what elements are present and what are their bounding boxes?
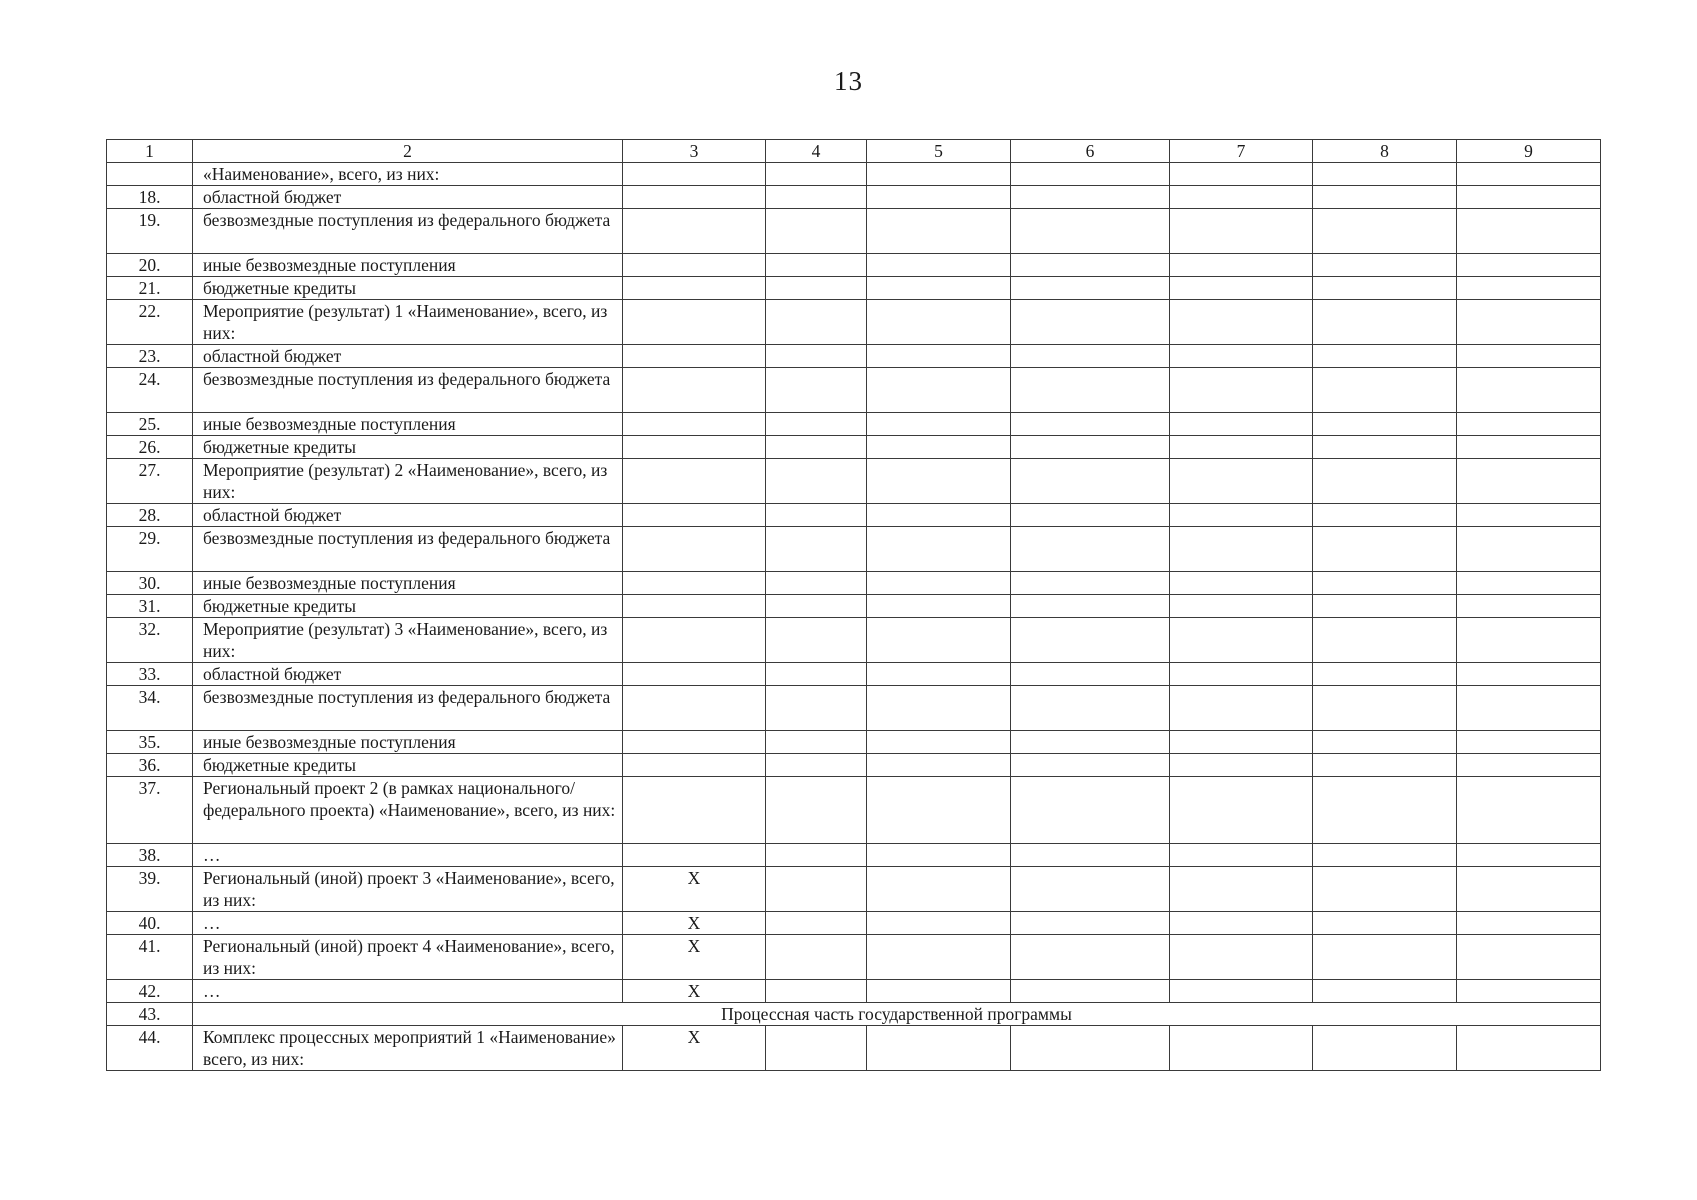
- row-name: областной бюджет: [193, 504, 623, 527]
- cell-col3: [623, 572, 766, 595]
- empty-cell: [1313, 300, 1457, 345]
- cell-col3: [623, 413, 766, 436]
- column-header: 5: [867, 140, 1011, 163]
- column-header: 6: [1011, 140, 1170, 163]
- empty-cell: [1457, 686, 1601, 731]
- empty-cell: [1170, 209, 1313, 254]
- column-header: 9: [1457, 140, 1601, 163]
- empty-cell: [1457, 595, 1601, 618]
- empty-cell: [1170, 163, 1313, 186]
- empty-cell: [1457, 935, 1601, 980]
- empty-cell: [766, 345, 867, 368]
- empty-cell: [1011, 777, 1170, 844]
- empty-cell: [766, 980, 867, 1003]
- empty-cell: [867, 686, 1011, 731]
- empty-cell: [1011, 436, 1170, 459]
- row-number: 30.: [107, 572, 193, 595]
- cell-col3: [623, 527, 766, 572]
- row-number: 18.: [107, 186, 193, 209]
- table-row: [107, 436, 1601, 459]
- empty-cell: [766, 618, 867, 663]
- cell-col3: X: [623, 867, 766, 912]
- empty-cell: [867, 980, 1011, 1003]
- row-number: 23.: [107, 345, 193, 368]
- cell-col3: [623, 844, 766, 867]
- empty-cell: [1170, 368, 1313, 413]
- table-row: [107, 459, 1601, 504]
- row-number: 25.: [107, 413, 193, 436]
- table-row: [107, 209, 1601, 254]
- empty-cell: [1313, 980, 1457, 1003]
- empty-cell: [1457, 980, 1601, 1003]
- empty-cell: [1170, 413, 1313, 436]
- row-number: 32.: [107, 618, 193, 663]
- row-number: 36.: [107, 754, 193, 777]
- empty-cell: [1313, 163, 1457, 186]
- table-row: [107, 595, 1601, 618]
- row-number: 42.: [107, 980, 193, 1003]
- empty-cell: [867, 618, 1011, 663]
- column-header: 1: [107, 140, 193, 163]
- table-row: [107, 980, 1601, 1003]
- cell-col3: [623, 254, 766, 277]
- empty-cell: [1170, 731, 1313, 754]
- empty-cell: [1170, 777, 1313, 844]
- empty-cell: [1457, 368, 1601, 413]
- row-name: Региональный проект 2 (в рамках национального/федерального проекта) «Наименование», всего, из них:: [193, 777, 623, 844]
- cell-col3: [623, 186, 766, 209]
- empty-cell: [1011, 686, 1170, 731]
- column-header: 2: [193, 140, 623, 163]
- table-row: [107, 300, 1601, 345]
- empty-cell: [1011, 527, 1170, 572]
- table-row: [107, 935, 1601, 980]
- row-name: областной бюджет: [193, 345, 623, 368]
- empty-cell: [1170, 980, 1313, 1003]
- row-number: 21.: [107, 277, 193, 300]
- empty-cell: [1011, 867, 1170, 912]
- empty-cell: [1011, 277, 1170, 300]
- empty-cell: [867, 277, 1011, 300]
- empty-cell: [1313, 844, 1457, 867]
- empty-cell: [1457, 663, 1601, 686]
- empty-cell: [1313, 345, 1457, 368]
- row-number: 19.: [107, 209, 193, 254]
- empty-cell: [867, 527, 1011, 572]
- row-name: бюджетные кредиты: [193, 436, 623, 459]
- row-number: 33.: [107, 663, 193, 686]
- table-row: [107, 413, 1601, 436]
- cell-col3: [623, 459, 766, 504]
- empty-cell: [867, 572, 1011, 595]
- empty-cell: [1011, 459, 1170, 504]
- empty-cell: [1011, 504, 1170, 527]
- column-header: 4: [766, 140, 867, 163]
- empty-cell: [867, 300, 1011, 345]
- empty-cell: [1170, 1026, 1313, 1071]
- cell-col3: [623, 618, 766, 663]
- empty-cell: [766, 186, 867, 209]
- empty-cell: [766, 413, 867, 436]
- row-name: Мероприятие (результат) 2 «Наименование», всего, из них:: [193, 459, 623, 504]
- row-name: областной бюджет: [193, 186, 623, 209]
- page-number: 13: [834, 66, 863, 96]
- table-row: [107, 277, 1601, 300]
- table-row: [107, 345, 1601, 368]
- empty-cell: [1313, 459, 1457, 504]
- row-number: 28.: [107, 504, 193, 527]
- empty-cell: [1170, 663, 1313, 686]
- empty-cell: [1313, 777, 1457, 844]
- empty-cell: [1313, 504, 1457, 527]
- empty-cell: [1170, 754, 1313, 777]
- row-name: безвозмездные поступления из федерального бюджета: [193, 209, 623, 254]
- row-name: …: [193, 912, 623, 935]
- empty-cell: [1011, 754, 1170, 777]
- empty-cell: [1313, 413, 1457, 436]
- row-name: …: [193, 844, 623, 867]
- empty-cell: [1313, 595, 1457, 618]
- table-row: [107, 618, 1601, 663]
- section-title: Процессная часть государственной программы: [193, 1003, 1601, 1026]
- empty-cell: [1011, 844, 1170, 867]
- cell-col3: [623, 731, 766, 754]
- cell-col3: X: [623, 935, 766, 980]
- empty-cell: [1170, 300, 1313, 345]
- empty-cell: [1170, 345, 1313, 368]
- cell-col3: [623, 504, 766, 527]
- empty-cell: [1170, 459, 1313, 504]
- cell-col3: [623, 277, 766, 300]
- row-number: 27.: [107, 459, 193, 504]
- table-row: [107, 254, 1601, 277]
- empty-cell: [1457, 527, 1601, 572]
- row-name: бюджетные кредиты: [193, 277, 623, 300]
- empty-cell: [1313, 277, 1457, 300]
- empty-cell: [766, 754, 867, 777]
- empty-cell: [867, 504, 1011, 527]
- empty-cell: [867, 436, 1011, 459]
- empty-cell: [766, 777, 867, 844]
- cell-col3: [623, 436, 766, 459]
- empty-cell: [766, 731, 867, 754]
- empty-cell: [1313, 209, 1457, 254]
- row-name: Региональный (иной) проект 4 «Наименование», всего, из них:: [193, 935, 623, 980]
- empty-cell: [766, 844, 867, 867]
- row-number: 44.: [107, 1026, 193, 1071]
- empty-cell: [1313, 1026, 1457, 1071]
- empty-cell: [1011, 300, 1170, 345]
- empty-cell: [1170, 254, 1313, 277]
- empty-cell: [766, 209, 867, 254]
- empty-cell: [1011, 618, 1170, 663]
- column-header: 3: [623, 140, 766, 163]
- table-header-row: [107, 140, 1601, 163]
- row-name: Региональный (иной) проект 3 «Наименование», всего, из них:: [193, 867, 623, 912]
- empty-cell: [867, 754, 1011, 777]
- table-row: [107, 572, 1601, 595]
- row-number: 31.: [107, 595, 193, 618]
- empty-cell: [1457, 1026, 1601, 1071]
- row-number: 34.: [107, 686, 193, 731]
- row-number: 35.: [107, 731, 193, 754]
- empty-cell: [1457, 504, 1601, 527]
- empty-cell: [1170, 527, 1313, 572]
- empty-cell: [1011, 663, 1170, 686]
- empty-cell: [1011, 209, 1170, 254]
- table-row: [107, 527, 1601, 572]
- empty-cell: [867, 459, 1011, 504]
- table-row: [107, 163, 1601, 186]
- row-name: иные безвозмездные поступления: [193, 413, 623, 436]
- row-number: 43.: [107, 1003, 193, 1026]
- empty-cell: [867, 413, 1011, 436]
- empty-cell: [766, 300, 867, 345]
- empty-cell: [766, 254, 867, 277]
- empty-cell: [1313, 527, 1457, 572]
- row-name: бюджетные кредиты: [193, 754, 623, 777]
- empty-cell: [867, 186, 1011, 209]
- empty-cell: [1313, 686, 1457, 731]
- row-name: иные безвозмездные поступления: [193, 572, 623, 595]
- row-name: «Наименование», всего, из них:: [193, 163, 623, 186]
- empty-cell: [1457, 413, 1601, 436]
- cell-col3: [623, 663, 766, 686]
- empty-cell: [1457, 731, 1601, 754]
- empty-cell: [1170, 867, 1313, 912]
- empty-cell: [1170, 186, 1313, 209]
- empty-cell: [1457, 572, 1601, 595]
- empty-cell: [867, 663, 1011, 686]
- row-number: 37.: [107, 777, 193, 844]
- row-name: Мероприятие (результат) 3 «Наименование», всего, из них:: [193, 618, 623, 663]
- table-row: [107, 1026, 1601, 1071]
- empty-cell: [1313, 912, 1457, 935]
- row-name: …: [193, 980, 623, 1003]
- empty-cell: [766, 663, 867, 686]
- row-name: иные безвозмездные поступления: [193, 731, 623, 754]
- empty-cell: [867, 731, 1011, 754]
- empty-cell: [867, 935, 1011, 980]
- cell-col3: [623, 345, 766, 368]
- empty-cell: [1313, 867, 1457, 912]
- empty-cell: [1170, 618, 1313, 663]
- row-number: 41.: [107, 935, 193, 980]
- table-row: [107, 844, 1601, 867]
- empty-cell: [1457, 867, 1601, 912]
- empty-cell: [1457, 844, 1601, 867]
- row-number: [107, 163, 193, 186]
- empty-cell: [766, 867, 867, 912]
- empty-cell: [1011, 731, 1170, 754]
- empty-cell: [766, 572, 867, 595]
- cell-col3: [623, 368, 766, 413]
- row-number: 22.: [107, 300, 193, 345]
- empty-cell: [1313, 436, 1457, 459]
- empty-cell: [1170, 935, 1313, 980]
- empty-cell: [1011, 163, 1170, 186]
- row-name: безвозмездные поступления из федерального бюджета: [193, 686, 623, 731]
- row-name: областной бюджет: [193, 663, 623, 686]
- empty-cell: [1313, 754, 1457, 777]
- empty-cell: [1011, 254, 1170, 277]
- row-number: 39.: [107, 867, 193, 912]
- empty-cell: [1457, 459, 1601, 504]
- empty-cell: [1011, 980, 1170, 1003]
- row-number: 38.: [107, 844, 193, 867]
- empty-cell: [1011, 413, 1170, 436]
- row-number: 29.: [107, 527, 193, 572]
- empty-cell: [1011, 345, 1170, 368]
- cell-col3: [623, 595, 766, 618]
- table-row: [107, 186, 1601, 209]
- empty-cell: [1457, 186, 1601, 209]
- table-row: [107, 867, 1601, 912]
- empty-cell: [766, 459, 867, 504]
- table-body: [107, 140, 1601, 1071]
- empty-cell: [1313, 572, 1457, 595]
- empty-cell: [1011, 935, 1170, 980]
- empty-cell: [766, 504, 867, 527]
- empty-cell: [1457, 777, 1601, 844]
- empty-cell: [766, 935, 867, 980]
- cell-col3: [623, 754, 766, 777]
- empty-cell: [1457, 436, 1601, 459]
- empty-cell: [1313, 368, 1457, 413]
- empty-cell: [867, 867, 1011, 912]
- empty-cell: [1170, 436, 1313, 459]
- empty-cell: [1011, 186, 1170, 209]
- empty-cell: [766, 1026, 867, 1071]
- empty-cell: [1457, 254, 1601, 277]
- empty-cell: [867, 777, 1011, 844]
- empty-cell: [1170, 686, 1313, 731]
- empty-cell: [766, 686, 867, 731]
- cell-col3: [623, 209, 766, 254]
- row-name: безвозмездные поступления из федерального бюджета: [193, 527, 623, 572]
- column-header: 7: [1170, 140, 1313, 163]
- empty-cell: [766, 912, 867, 935]
- empty-cell: [1011, 1026, 1170, 1071]
- empty-cell: [1457, 277, 1601, 300]
- row-name: Комплекс процессных мероприятий 1 «Наименование» всего, из них:: [193, 1026, 623, 1071]
- cell-col3: X: [623, 912, 766, 935]
- empty-cell: [766, 527, 867, 572]
- row-name: Мероприятие (результат) 1 «Наименование», всего, из них:: [193, 300, 623, 345]
- column-header: 8: [1313, 140, 1457, 163]
- row-name: бюджетные кредиты: [193, 595, 623, 618]
- cell-col3: X: [623, 980, 766, 1003]
- empty-cell: [867, 912, 1011, 935]
- empty-cell: [1011, 595, 1170, 618]
- empty-cell: [766, 163, 867, 186]
- table-row: [107, 912, 1601, 935]
- cell-col3: [623, 686, 766, 731]
- empty-cell: [1011, 912, 1170, 935]
- cell-col3: X: [623, 1026, 766, 1071]
- empty-cell: [1313, 731, 1457, 754]
- empty-cell: [867, 1026, 1011, 1071]
- empty-cell: [1011, 572, 1170, 595]
- row-name: безвозмездные поступления из федерального бюджета: [193, 368, 623, 413]
- table-row: [107, 686, 1601, 731]
- cell-col3: [623, 777, 766, 844]
- table-row: [107, 1003, 1601, 1026]
- table-row: [107, 368, 1601, 413]
- empty-cell: [766, 368, 867, 413]
- empty-cell: [867, 209, 1011, 254]
- empty-cell: [766, 436, 867, 459]
- table-row: [107, 754, 1601, 777]
- empty-cell: [1170, 277, 1313, 300]
- empty-cell: [1457, 163, 1601, 186]
- row-number: 24.: [107, 368, 193, 413]
- empty-cell: [1170, 844, 1313, 867]
- empty-cell: [1457, 345, 1601, 368]
- cell-col3: [623, 300, 766, 345]
- empty-cell: [1313, 618, 1457, 663]
- empty-cell: [1170, 912, 1313, 935]
- empty-cell: [1313, 186, 1457, 209]
- row-number: 20.: [107, 254, 193, 277]
- empty-cell: [867, 254, 1011, 277]
- empty-cell: [867, 163, 1011, 186]
- empty-cell: [1170, 572, 1313, 595]
- row-number: 40.: [107, 912, 193, 935]
- empty-cell: [1457, 618, 1601, 663]
- row-number: 26.: [107, 436, 193, 459]
- empty-cell: [867, 345, 1011, 368]
- empty-cell: [766, 277, 867, 300]
- row-name: иные безвозмездные поступления: [193, 254, 623, 277]
- empty-cell: [1011, 368, 1170, 413]
- empty-cell: [1457, 300, 1601, 345]
- empty-cell: [867, 368, 1011, 413]
- cell-col3: [623, 163, 766, 186]
- empty-cell: [867, 844, 1011, 867]
- budget-table: [106, 139, 1601, 1071]
- empty-cell: [867, 595, 1011, 618]
- table-row: [107, 663, 1601, 686]
- empty-cell: [766, 595, 867, 618]
- empty-cell: [1170, 595, 1313, 618]
- empty-cell: [1170, 504, 1313, 527]
- empty-cell: [1313, 663, 1457, 686]
- table-row: [107, 777, 1601, 844]
- empty-cell: [1313, 935, 1457, 980]
- empty-cell: [1457, 912, 1601, 935]
- table-row: [107, 504, 1601, 527]
- empty-cell: [1457, 209, 1601, 254]
- empty-cell: [1313, 254, 1457, 277]
- empty-cell: [1457, 754, 1601, 777]
- table-row: [107, 731, 1601, 754]
